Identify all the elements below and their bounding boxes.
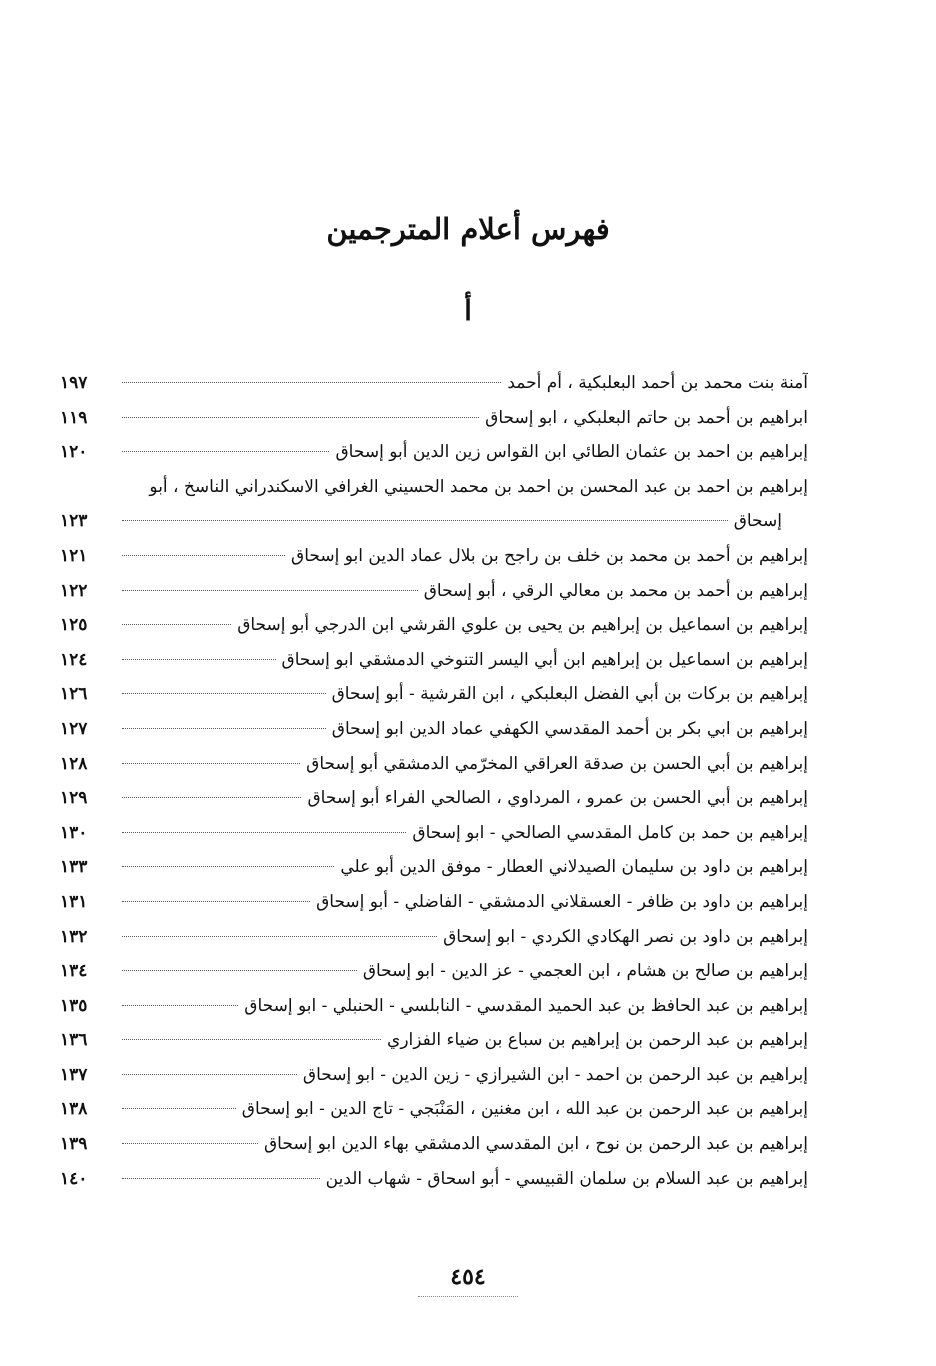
index-entry [60, 401, 808, 436]
entry-page-number: ١٢٨ [60, 753, 88, 774]
index-entry [60, 989, 808, 1024]
entry-name: إبراهيم بن اسماعيل بن إبراهيم بن يحيى بن علوي القرشي ابن الدرجي أبو إسحاق [237, 615, 808, 636]
entry-page-number: ١٢٣ [60, 511, 88, 532]
entry-page-number: ١٩٧ [60, 373, 88, 393]
dot-leader [122, 382, 501, 383]
entry-name: إبراهيم بن داود بن ظافر - العسقلاني الدمشقي - الفاضلي - أبو إسحاق [316, 891, 808, 912]
entry-page-number: ١٤٠ [60, 1168, 88, 1189]
entry-name: إبراهيم بن عبد الرحمن بن إبراهيم بن سباع بن ضياء الفزاري [387, 1030, 808, 1051]
dot-leader [122, 1005, 238, 1006]
entry-page-number: ١١٩ [60, 407, 88, 428]
dot-leader [122, 1039, 381, 1040]
entry-page-number: ١٢٩ [60, 788, 88, 809]
index-entry [60, 816, 808, 851]
index-entry [60, 1058, 808, 1093]
entry-name: إبراهيم بن عبد الرحمن بن نوح ، ابن المقدسي الدمشقي بهاء الدين ابو إسحاق [263, 1134, 808, 1155]
dot-leader [122, 797, 301, 798]
dot-leader [122, 901, 310, 902]
index-entry [60, 539, 808, 574]
dot-leader [122, 590, 418, 591]
entry-name-line-1: إبراهيم بن احمد بن عبد المحسن بن احمد بن محمد الحسيني الغرافي الاسكندراني الناسخ ، أبو [149, 476, 808, 497]
dot-leader [122, 624, 231, 625]
index-entry [60, 1092, 808, 1127]
dot-leader [122, 832, 406, 833]
entry-page-number: ١٣٧ [60, 1064, 88, 1085]
dot-leader [122, 1143, 258, 1144]
index-entry [60, 1162, 808, 1197]
index-entry [60, 643, 808, 678]
entry-page-number: ١٢٧ [60, 718, 88, 739]
index-entry [60, 885, 808, 920]
entry-name: إبراهيم بن بركات بن أبي الفضل البعلبكي ، ابن القرشية - أبو إسحاق [331, 684, 808, 705]
dot-leader [122, 1108, 236, 1109]
entry-name-line-2: إسحاق [733, 511, 782, 532]
dot-leader [122, 936, 437, 937]
entry-page-number: ١٣٤ [60, 961, 88, 982]
entry-name: إبراهيم بن عبد الرحمن بن احمد - ابن الشيرازي - زين الدين - ابو إسحاق [302, 1064, 808, 1085]
entry-page-number: ١٢٢ [60, 580, 88, 601]
entry-name: آمنة بنت محمد بن أحمد البعلبكية ، أم أحمد [507, 373, 808, 393]
index-entry [60, 850, 808, 885]
entry-page-number: ١٢٤ [60, 649, 88, 670]
entry-name: إبراهيم بن داود بن نصر الهكادي الكردي - ابو إسحاق [443, 926, 808, 947]
dot-leader [122, 451, 329, 452]
entry-name: ابراهيم بن أحمد بن حاتم البعلبكي ، ابو إسحاق [485, 407, 808, 428]
entry-page-number: ١٣١ [60, 891, 88, 912]
dot-leader [122, 763, 300, 764]
entry-name: إبراهيم بن حمد بن كامل المقدسي الصالحي - ابو إسحاق [412, 822, 808, 843]
entry-name: إبراهيم بن أحمد بن محمد بن خلف بن راجح بن بلال عماد الدين ابو إسحاق [291, 545, 808, 566]
entry-page-number: ١٣٠ [60, 822, 88, 843]
entry-page-number: ١٢٦ [60, 684, 88, 705]
dot-leader [122, 1074, 297, 1075]
index-entry [60, 470, 808, 539]
page-title: فهرس أعلام المترجمين [326, 212, 610, 246]
index-entry [60, 781, 808, 816]
entry-name: إبراهيم بن أبي الحسن بن عمرو ، المرداوي ، الصالحي الفراء أبو إسحاق [307, 788, 808, 809]
dot-leader [122, 520, 728, 521]
index-entry [60, 920, 808, 955]
entry-page-number: ١٣٢ [60, 926, 88, 947]
entry-page-number: ١٢٥ [60, 615, 88, 636]
index-entry [60, 574, 808, 609]
entry-page-number: ١٢٠ [60, 442, 88, 463]
page-number: ٤٥٤ [450, 1264, 486, 1290]
index-entry [60, 747, 808, 782]
entry-name: إبراهيم بن أحمد بن محمد بن معالي الرقي ، أبو إسحاق [423, 580, 808, 601]
index-entry [60, 677, 808, 712]
index-entry [60, 435, 808, 470]
entry-name: إبراهيم بن عبد السلام بن سلمان القبيسي - أبو اسحاق - شهاب الدين [325, 1168, 808, 1189]
dot-leader [122, 728, 326, 729]
entry-name: إبراهيم بن عبد الرحمن بن عبد الله ، ابن مغنين ، المَنْبَجي - تاج الدين - ابو إسحاق [241, 1099, 808, 1120]
dot-leader [122, 693, 326, 694]
entry-page-number: ١٣٨ [60, 1099, 88, 1120]
index-entry [60, 1127, 808, 1162]
index-entry [60, 608, 808, 643]
entry-name: إبراهيم بن عبد الحافظ بن عبد الحميد المقدسي - النابلسي - الحنبلي - ابو إسحاق [244, 995, 808, 1016]
index-entry [60, 366, 808, 401]
entry-name: إبراهيم بن ابي بكر بن أحمد المقدسي الكهفي عماد الدين ابو إسحاق [331, 718, 808, 739]
dot-leader [122, 866, 334, 867]
entry-page-number: ١٢١ [60, 545, 88, 566]
entry-name: إبراهيم بن احمد بن عثمان الطائي ابن القواس زين الدين أبو إسحاق [335, 442, 808, 463]
dot-leader [122, 417, 479, 418]
entry-name: إبراهيم بن صالح بن هشام ، ابن العجمي - عز الدين - ابو إسحاق [362, 961, 808, 982]
section-letter: أ [464, 294, 472, 327]
dot-leader [122, 659, 276, 660]
page-number-rule [418, 1296, 518, 1297]
entry-page-number: ١٣٥ [60, 995, 88, 1016]
index-entry [60, 954, 808, 989]
index-entry [60, 1023, 808, 1058]
entry-name: إبراهيم بن اسماعيل بن إبراهيم ابن أبي اليسر التنوخي الدمشقي ابو إسحاق [281, 649, 808, 670]
entry-page-number: ١٣٦ [60, 1030, 88, 1051]
dot-leader [122, 970, 357, 971]
dot-leader [122, 555, 285, 556]
entry-page-number: ١٣٣ [60, 857, 88, 878]
dot-leader [122, 1178, 320, 1179]
index-entry [60, 712, 808, 747]
index-list [60, 366, 808, 1196]
entry-name: إبراهيم بن داود بن سليمان الصيدلاني العطار - موفق الدين أبو علي [340, 857, 808, 878]
entry-name: إبراهيم بن أبي الحسن بن صدقة العراقي المخرّمي الدمشقي أبو إسحاق [306, 753, 808, 774]
entry-page-number: ١٣٩ [60, 1134, 88, 1155]
